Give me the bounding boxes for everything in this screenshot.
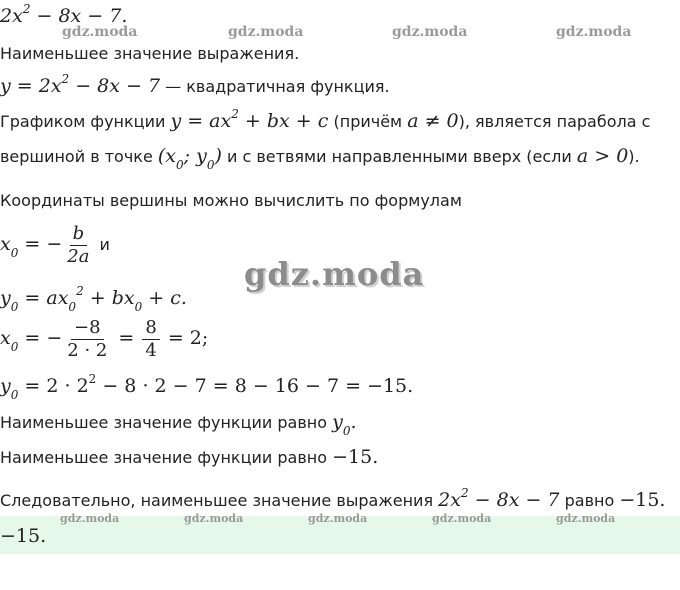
conclusion-line: Следовательно, наименьшее значение выражения $2x^2 - 8x - 7$ равно −15. bbox=[0, 485, 666, 511]
graph-description-line-1: Графиком функции $y = ax^2$ + bx + c (причём a ≠ 0), является парабола с bbox=[0, 106, 651, 132]
vertex-formula-intro: Координаты вершины можно вычислить по формулам bbox=[0, 191, 462, 210]
watermark: gdz.moda bbox=[184, 512, 244, 525]
fraction-b-over-2a: $\frac{b}{2a}$ bbox=[67, 223, 90, 267]
watermark: gdz.moda bbox=[62, 24, 138, 40]
min-function-value: Наименьшее значение функции равно −15. bbox=[0, 446, 379, 468]
y0-formula: $y_0 = ax_0^2 + bx_0 + c$. bbox=[0, 283, 187, 314]
quadratic-function-line: $y = 2x^2 - 8x - 7$ — квадратичная функция. bbox=[0, 71, 390, 97]
graph-description-line-2: вершиной в точке ($x_0$; $y_0$) и с ветвями направленными вверх (если a > 0). bbox=[0, 145, 640, 172]
watermark: gdz.moda bbox=[432, 512, 492, 525]
watermark: gdz.moda bbox=[556, 512, 616, 525]
watermark: gdz.moda bbox=[392, 24, 468, 40]
fraction-8-over-4: $\frac{8}{4}$ bbox=[142, 317, 159, 362]
min-function-y0: Наименьшее значение функции равно $y_0$. bbox=[0, 411, 357, 438]
watermark: gdz.moda bbox=[60, 512, 120, 525]
section-heading: Наименьшее значение выражения. bbox=[0, 44, 300, 63]
task-expression: $2x^2 - 8x - 7$. bbox=[0, 1, 128, 27]
watermark-large: gdz.moda bbox=[244, 255, 425, 293]
fraction-minus8-over-2x2: $\frac{-8}{2 \cdot 2}$ bbox=[67, 317, 108, 361]
watermark: gdz.moda bbox=[228, 24, 304, 40]
x0-formula: $x_0$ = − $\frac{b}{2a}$ и bbox=[0, 223, 110, 267]
watermark: gdz.moda bbox=[308, 512, 368, 525]
y0-calculation: $y_0 = 2 \cdot 2^2 - 8 \cdot 2 - 7 = 8 - 16 - 7 = -15$. bbox=[0, 371, 414, 402]
answer-value: −15. bbox=[0, 525, 47, 547]
watermark: gdz.moda bbox=[556, 24, 632, 40]
x0-calculation: $x_0$ = − $\frac{-8}{2 \cdot 2}$ = $\frac{8}{4}$ = 2; bbox=[0, 317, 209, 361]
